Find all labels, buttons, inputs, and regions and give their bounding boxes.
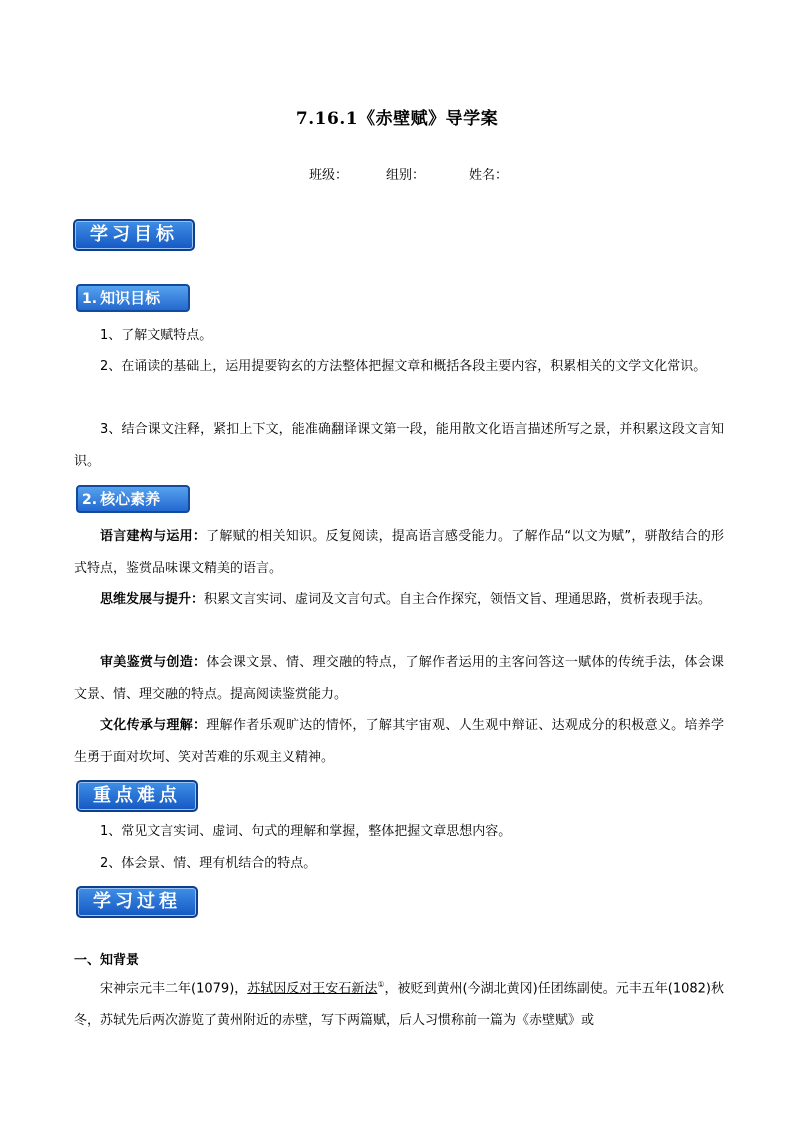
bg-underlined-text: 苏轼因反对王安石新法 — [247, 981, 378, 997]
literacy-item-culture — [74, 710, 724, 773]
bg-text-2: ，被贬到黄州(今湖北黄冈)任团练副使。元丰五年(1082)秋冬，苏轼先后两次游览了黄州附近的赤壁，写下两篇赋，后人习惯称前一篇为《赤壁赋》或 — [74, 981, 724, 1028]
knowledge-item-2: 2、在诵读的基础上，运用提要钩玄的方法整体把握文章和概括各段主要内容，积累相关的文学文化常识。 — [100, 359, 707, 374]
literacy-number: 2. — [82, 492, 98, 508]
literacy-item-language — [74, 521, 724, 584]
learning-process-banner: 学习过程 — [76, 886, 198, 918]
literacy-text: 了解赋的相关知识。反复阅读，提高语言感受能力。了解作品“以文为赋”，骈散结合的形式特点，鉴赏品味课文精美的语言。 — [74, 529, 724, 576]
core-literacy-heading — [76, 485, 190, 513]
literacy-text: 体会课文景、情、理交融的特点，了解作者运用的主客问答这一赋体的传统手法，体会课文景、情、理交融的特点。提高阅读鉴赏能力。 — [74, 655, 724, 702]
background-paragraph — [74, 969, 724, 1036]
literacy-text: 积累文言实词、虚词及文言句式。自主合作探究，领悟文旨、理通思路，赏析表现手法。 — [204, 592, 712, 607]
knowledge-goals-heading — [76, 284, 190, 312]
knowledge-item-3: 3、结合课文注释，紧扣上下文，能准确翻译课文第一段，能用散文化语言描述所写之景，并积累这段文言知识。 — [74, 422, 724, 469]
background-subheading: 一、知背景 — [74, 953, 140, 968]
literacy-item-thinking — [74, 584, 724, 616]
footnote-marker: ① — [377, 980, 385, 989]
knowledge-item-1: 1、了解文赋特点。 — [100, 328, 213, 343]
literacy-item-aesthetic — [74, 647, 724, 710]
literacy-heading-text: 核心素养 — [100, 490, 161, 508]
group-label: 组别： — [386, 168, 426, 183]
literacy-label: 语言建构与运用： — [100, 529, 207, 544]
knowledge-number: 1. — [82, 291, 98, 307]
knowledge-heading-text: 知识目标 — [100, 289, 161, 307]
key-difficult-points-banner: 重点难点 — [76, 780, 198, 812]
bg-text-1: 宋神宗元丰二年(1079)， — [100, 981, 248, 997]
name-label: 姓名： — [469, 168, 509, 183]
study-goals-banner: 学习目标 — [73, 219, 195, 251]
key-point-1: 1、常见文言实词、虚词、句式的理解和掌握，整体把握文章思想内容。 — [100, 824, 512, 839]
key-point-2: 2、体会景、情、理有机结合的特点。 — [100, 856, 317, 871]
literacy-label: 文化传承与理解： — [100, 718, 207, 733]
literacy-label: 思维发展与提升： — [100, 592, 205, 607]
literacy-label: 审美鉴赏与创造： — [100, 655, 207, 670]
document-title: 7.16.1《赤壁赋》导学案 — [295, 109, 499, 129]
literacy-text: 理解作者乐观旷达的情怀，了解其宇宙观、人生观中辩证、达观成分的积极意义。培养学生勇于面对坎坷、笑对苦难的乐观主义精神。 — [74, 718, 724, 765]
class-label: 班级： — [309, 168, 349, 183]
